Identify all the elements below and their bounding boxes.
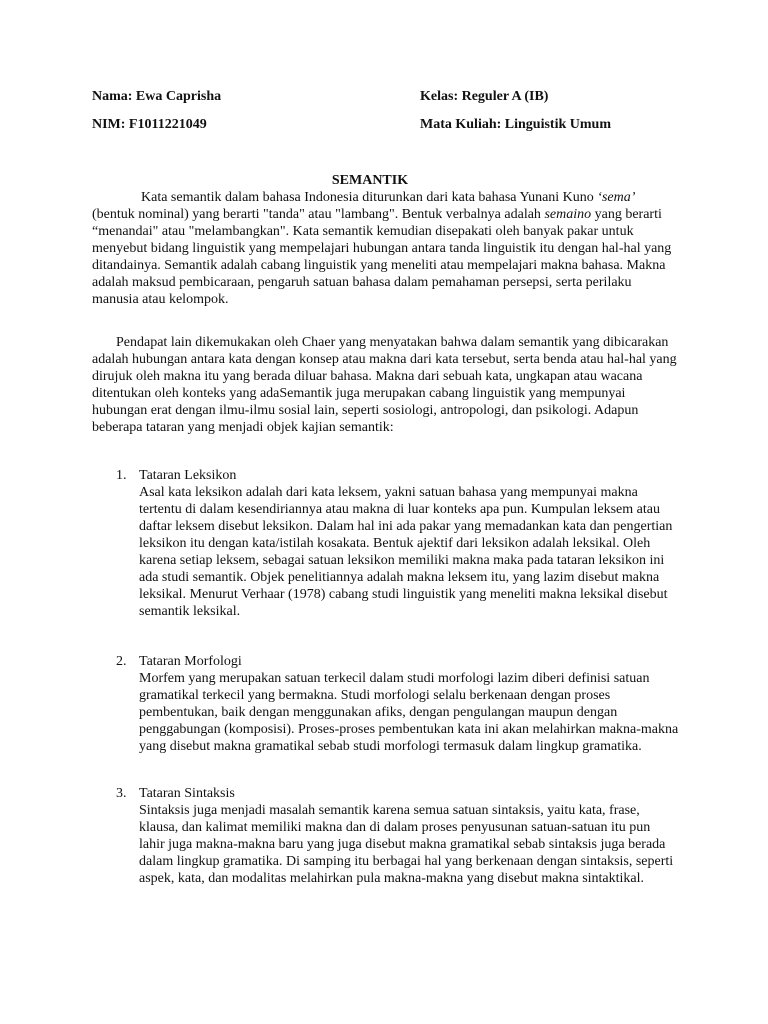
- student-nim: NIM: F1011221049: [92, 117, 207, 132]
- paragraph-1-part-3: yang berarti “menandai" atau "melambangkan". Kata semantik kemudian disepakati oleh banyak pakar untuk menyebut bidang linguistik yang mempelajari hubungan antara tanda linguistik itu dengan hal-hal yang ditandainya. Semantik adalah cabang linguistik yang meneliti atau mempelajari makna bahasa. Makna adalah maksud pembicaraan, pengaruh satuan bahasa dalam pemahaman persepsi, serta perilaku manusia atau kelompok.: [92, 207, 672, 307]
- list-item-body: Morfem yang merupakan satuan terkecil dalam studi morfologi lazim diberi definisi satuan gramatikal terkecil yang bermakna. Studi morfologi selalu berkenaan dengan proses pembentukan, baik dengan menggunakan afiks, dengan pengulangan maupun dengan penggabungan (komposisi). Proses-proses pembentukan kata ini akan melahirkan makna-makna yang disebut makna gramatikal sebab studi morfologi termasuk dalam lingkup gramatika.: [139, 671, 679, 754]
- document-title: SEMANTIK: [331, 173, 409, 188]
- paragraph-1-part-2: (bentuk nominal) yang berarti "tanda" atau "lambang". Bentuk verbalnya adalah: [92, 207, 545, 222]
- paragraph-2: Pendapat lain dikemukakan oleh Chaer yang menyatakan bahwa dalam semantik yang dibicarakan adalah hubungan antara kata dengan konsep atau makna dari kata tersebut, serta benda atau hal-hal yang dirujuk oleh makna itu yang berada diluar bahasa. Makna dari sebuah kata, ungkapan atau wacana ditentukan oleh konteks yang adaSemantik juga merupakan cabang linguistik yang mempunyai hubungan erat dengan ilmu-ilmu sosial lain, seperti sosiologi, antropologi, dan psikologi. Adapun beberapa tataran yang menjadi objek kajian semantik:: [92, 335, 677, 435]
- paragraph-1-italic-semaino: semaino: [544, 207, 592, 222]
- list-item-number: 3.: [116, 786, 127, 801]
- course-name: Mata Kuliah: Linguistik Umum: [420, 117, 611, 132]
- student-name: Nama: Ewa Caprisha: [92, 89, 222, 104]
- list-item-number: 1.: [116, 468, 127, 483]
- list-item-body: Asal kata leksikon adalah dari kata leksem, yakni satuan bahasa yang mempunyai makna tertentu di dalam kesendiriannya atau makna di luar konteks apa pun. Kumpulan leksem atau daftar leksem disebut leksikon. Dalam hal ini ada pakar yang memadankan kata dan pengertian leksikon itu dengan kata/istilah kosakata. Bentuk ajektif dari leksikon adalah leksikal. Oleh karena setiap leksem, sebagai satuan leksikon memiliki makna maka pada tataran leksikon ini ada studi semantik. Objek penelitiannya adalah makna leksem itu, yang lazim disebut makna leksikal. Menurut Verhaar (1978) cabang studi linguistik yang meneliti makna leksikal disebut semantik leksikal.: [139, 485, 673, 619]
- list-item-number: 2.: [116, 654, 127, 669]
- list-item-body: Sintaksis juga menjadi masalah semantik karena semua satuan sintaksis, yaitu kata, frase, klausa, dan kalimat memiliki makna dan di dalam proses penyusunan satuan-satuan itu pun lahir juga makna-makna baru yang juga disebut makna gramatikal sebab sintaksis juga berada dalam lingkup gramatika. Di samping itu berbagai hal yang berkenaan dengan sintaksis, seperti aspek, kata, dan modalitas melahirkan pula makna-makna yang disebut makna sintaktikal.: [139, 803, 674, 886]
- list-item-heading: Tataran Sintaksis: [139, 786, 235, 801]
- paragraph-1-part-1: Kata semantik dalam bahasa Indonesia diturunkan dari kata bahasa Yunani Kuno: [141, 190, 598, 205]
- student-class: Kelas: Reguler A (IB): [420, 89, 549, 104]
- paragraph-1: [92, 189, 680, 308]
- list-item-heading: Tataran Morfologi: [139, 654, 242, 669]
- list-item-heading: Tataran Leksikon: [139, 468, 237, 483]
- paragraph-1-italic-sema: ‘sema’: [597, 190, 636, 205]
